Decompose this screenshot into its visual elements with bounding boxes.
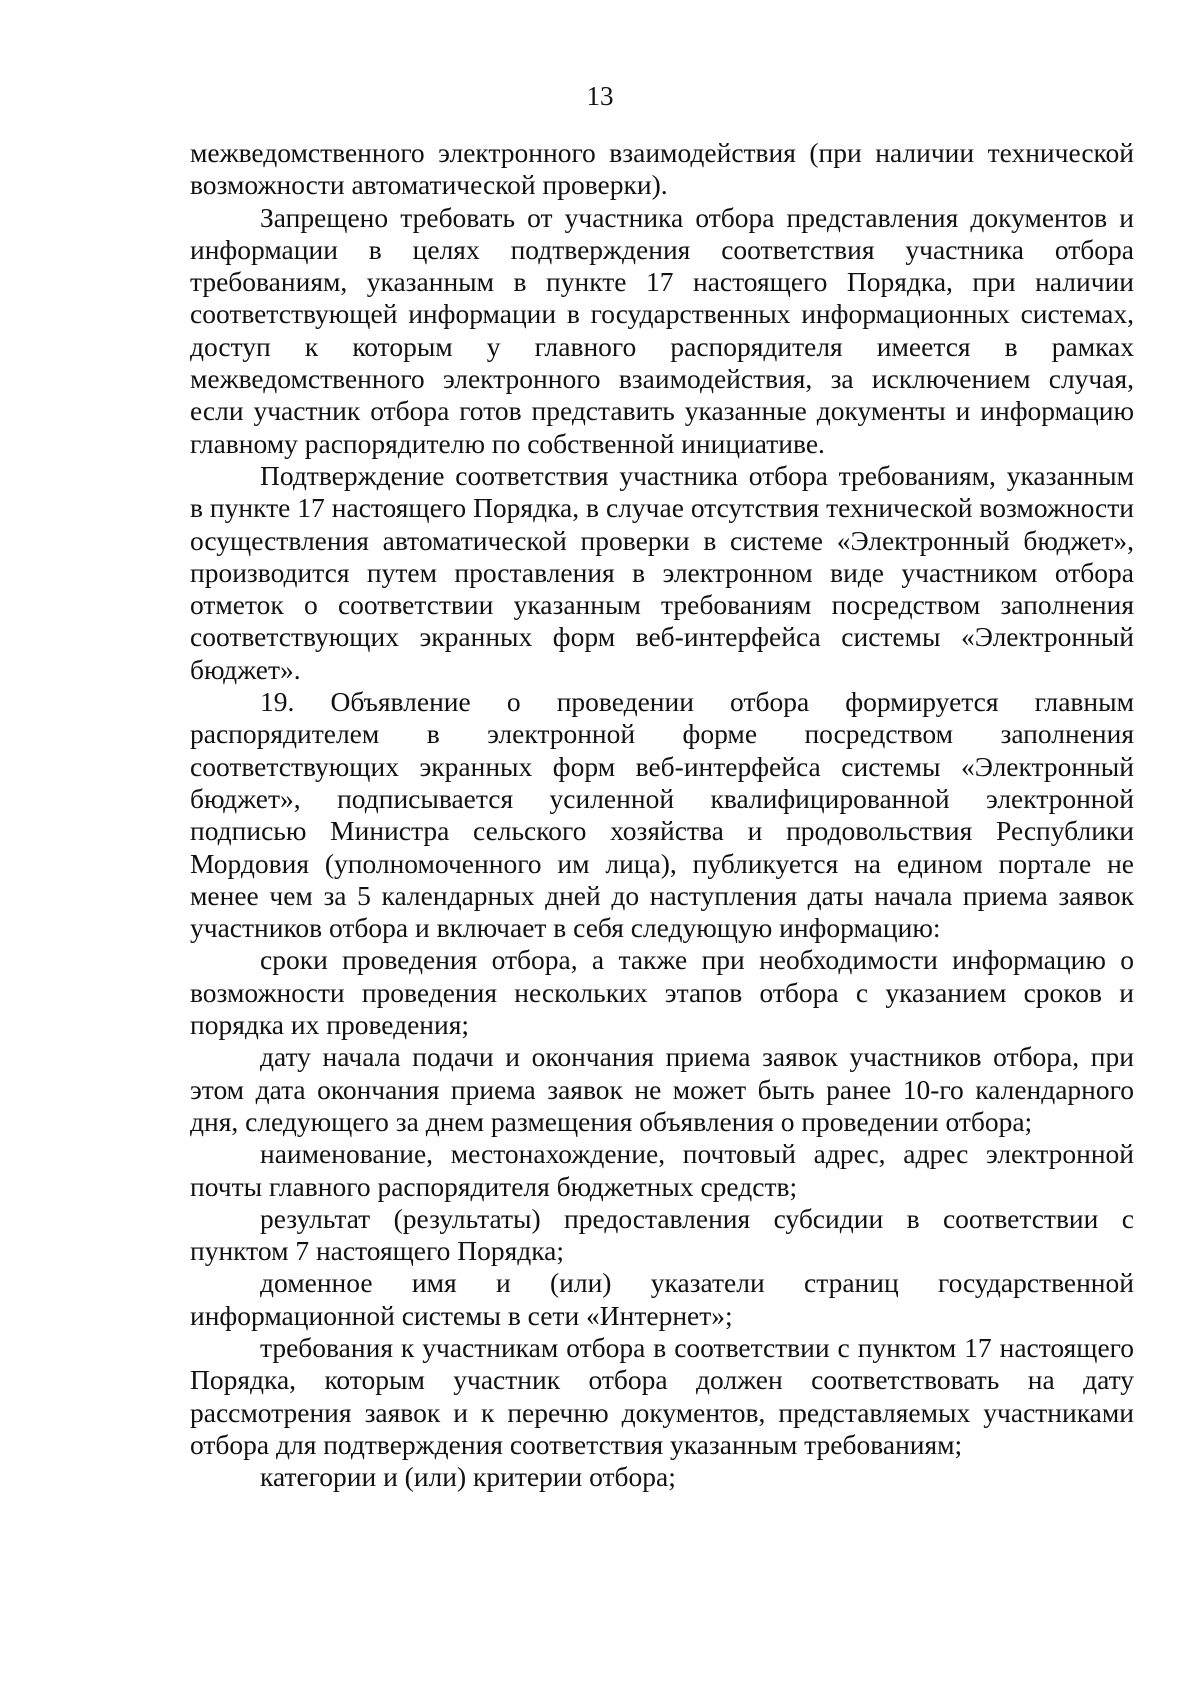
page-number: 13: [586, 81, 614, 111]
list-item-selection-criteria: категории и (или) критерии отбора;: [260, 1461, 676, 1493]
list-item-domain-name: доменное имя и (или) указатели страниц государственной информационной системы в сети «Интернет»;: [190, 1267, 1134, 1331]
list-item-subsidy-result: результат (результаты) предоставления субсидии в соответствии с пунктом 7 настоящего Порядка;: [190, 1202, 1134, 1267]
paragraph-continuation: межведомственного электронного взаимодействия (при наличии технической возможности автоматической проверки).: [190, 137, 1134, 201]
paragraph-item-19: 19. Объявление о проведении отбора формируется главным распорядителем в электронной форме посредством заполнения соответствующих экранных форм веб-интерфейса системы «Электронный бюджет», подписывается усиленной квалифицированной электронной подписью Министра сельского хозяйства и продовольствия Республики Мордовия (уполномоченного им лица), публикуется на едином портале не менее чем за 5 календарных дней до наступления даты начала приема заявок участников отбора и включает в себя следующую информацию:: [190, 686, 1134, 944]
paragraph-prohibition: Запрещено требовать от участника отбора представления документов и информации в целях подтверждения соответствия участника отбора требованиям, указанным в пункте 17 настоящего Порядка, при наличии соответствующей информации в государственных информационных системах, доступ к которым у главного распорядителя имеется в рамках межведомственного электронного взаимодействия, за исключением случая, если участник отбора готов представить указанные документы и информацию главному распорядителю по собственной инициативе.: [190, 201, 1134, 459]
list-item-distributor-contacts: наименование, местонахождение, почтовый адрес, адрес электронной почты главного распорядителя бюджетных средств;: [190, 1138, 1134, 1202]
list-item-application-dates: дату начала подачи и окончания приема заявок участников отбора, при этом дата окончания приема заявок не может быть ранее 10-го календарного дня, следующего за днем размещения объявления о проведении отбора;: [190, 1041, 1134, 1137]
list-item-selection-dates: сроки проведения отбора, а также при необходимости информацию о возможности проведения нескольких этапов отбора с указанием сроков и порядка их проведения;: [190, 944, 1134, 1041]
paragraph-confirmation: Подтверждение соответствия участника отбора требованиям, указанным в пункте 17 настоящего Порядка, в случае отсутствия технической возможности осуществления автоматической проверки в системе «Электронный бюджет», производится путем проставления в электронном виде участником отбора отметок о соответствии указанным требованиям посредством заполнения соответствующих экранных форм веб-интерфейса системы «Электронный бюджет».: [190, 459, 1134, 685]
document-body: [190, 137, 1134, 1493]
list-item-participant-requirements: требования к участникам отбора в соответствии с пунктом 17 настоящего Порядка, которым участник отбора должен соответствовать на дату рассмотрения заявок и к перечню документов, представляемых участниками отбора для подтверждения соответствия указанным требованиям;: [190, 1331, 1134, 1460]
